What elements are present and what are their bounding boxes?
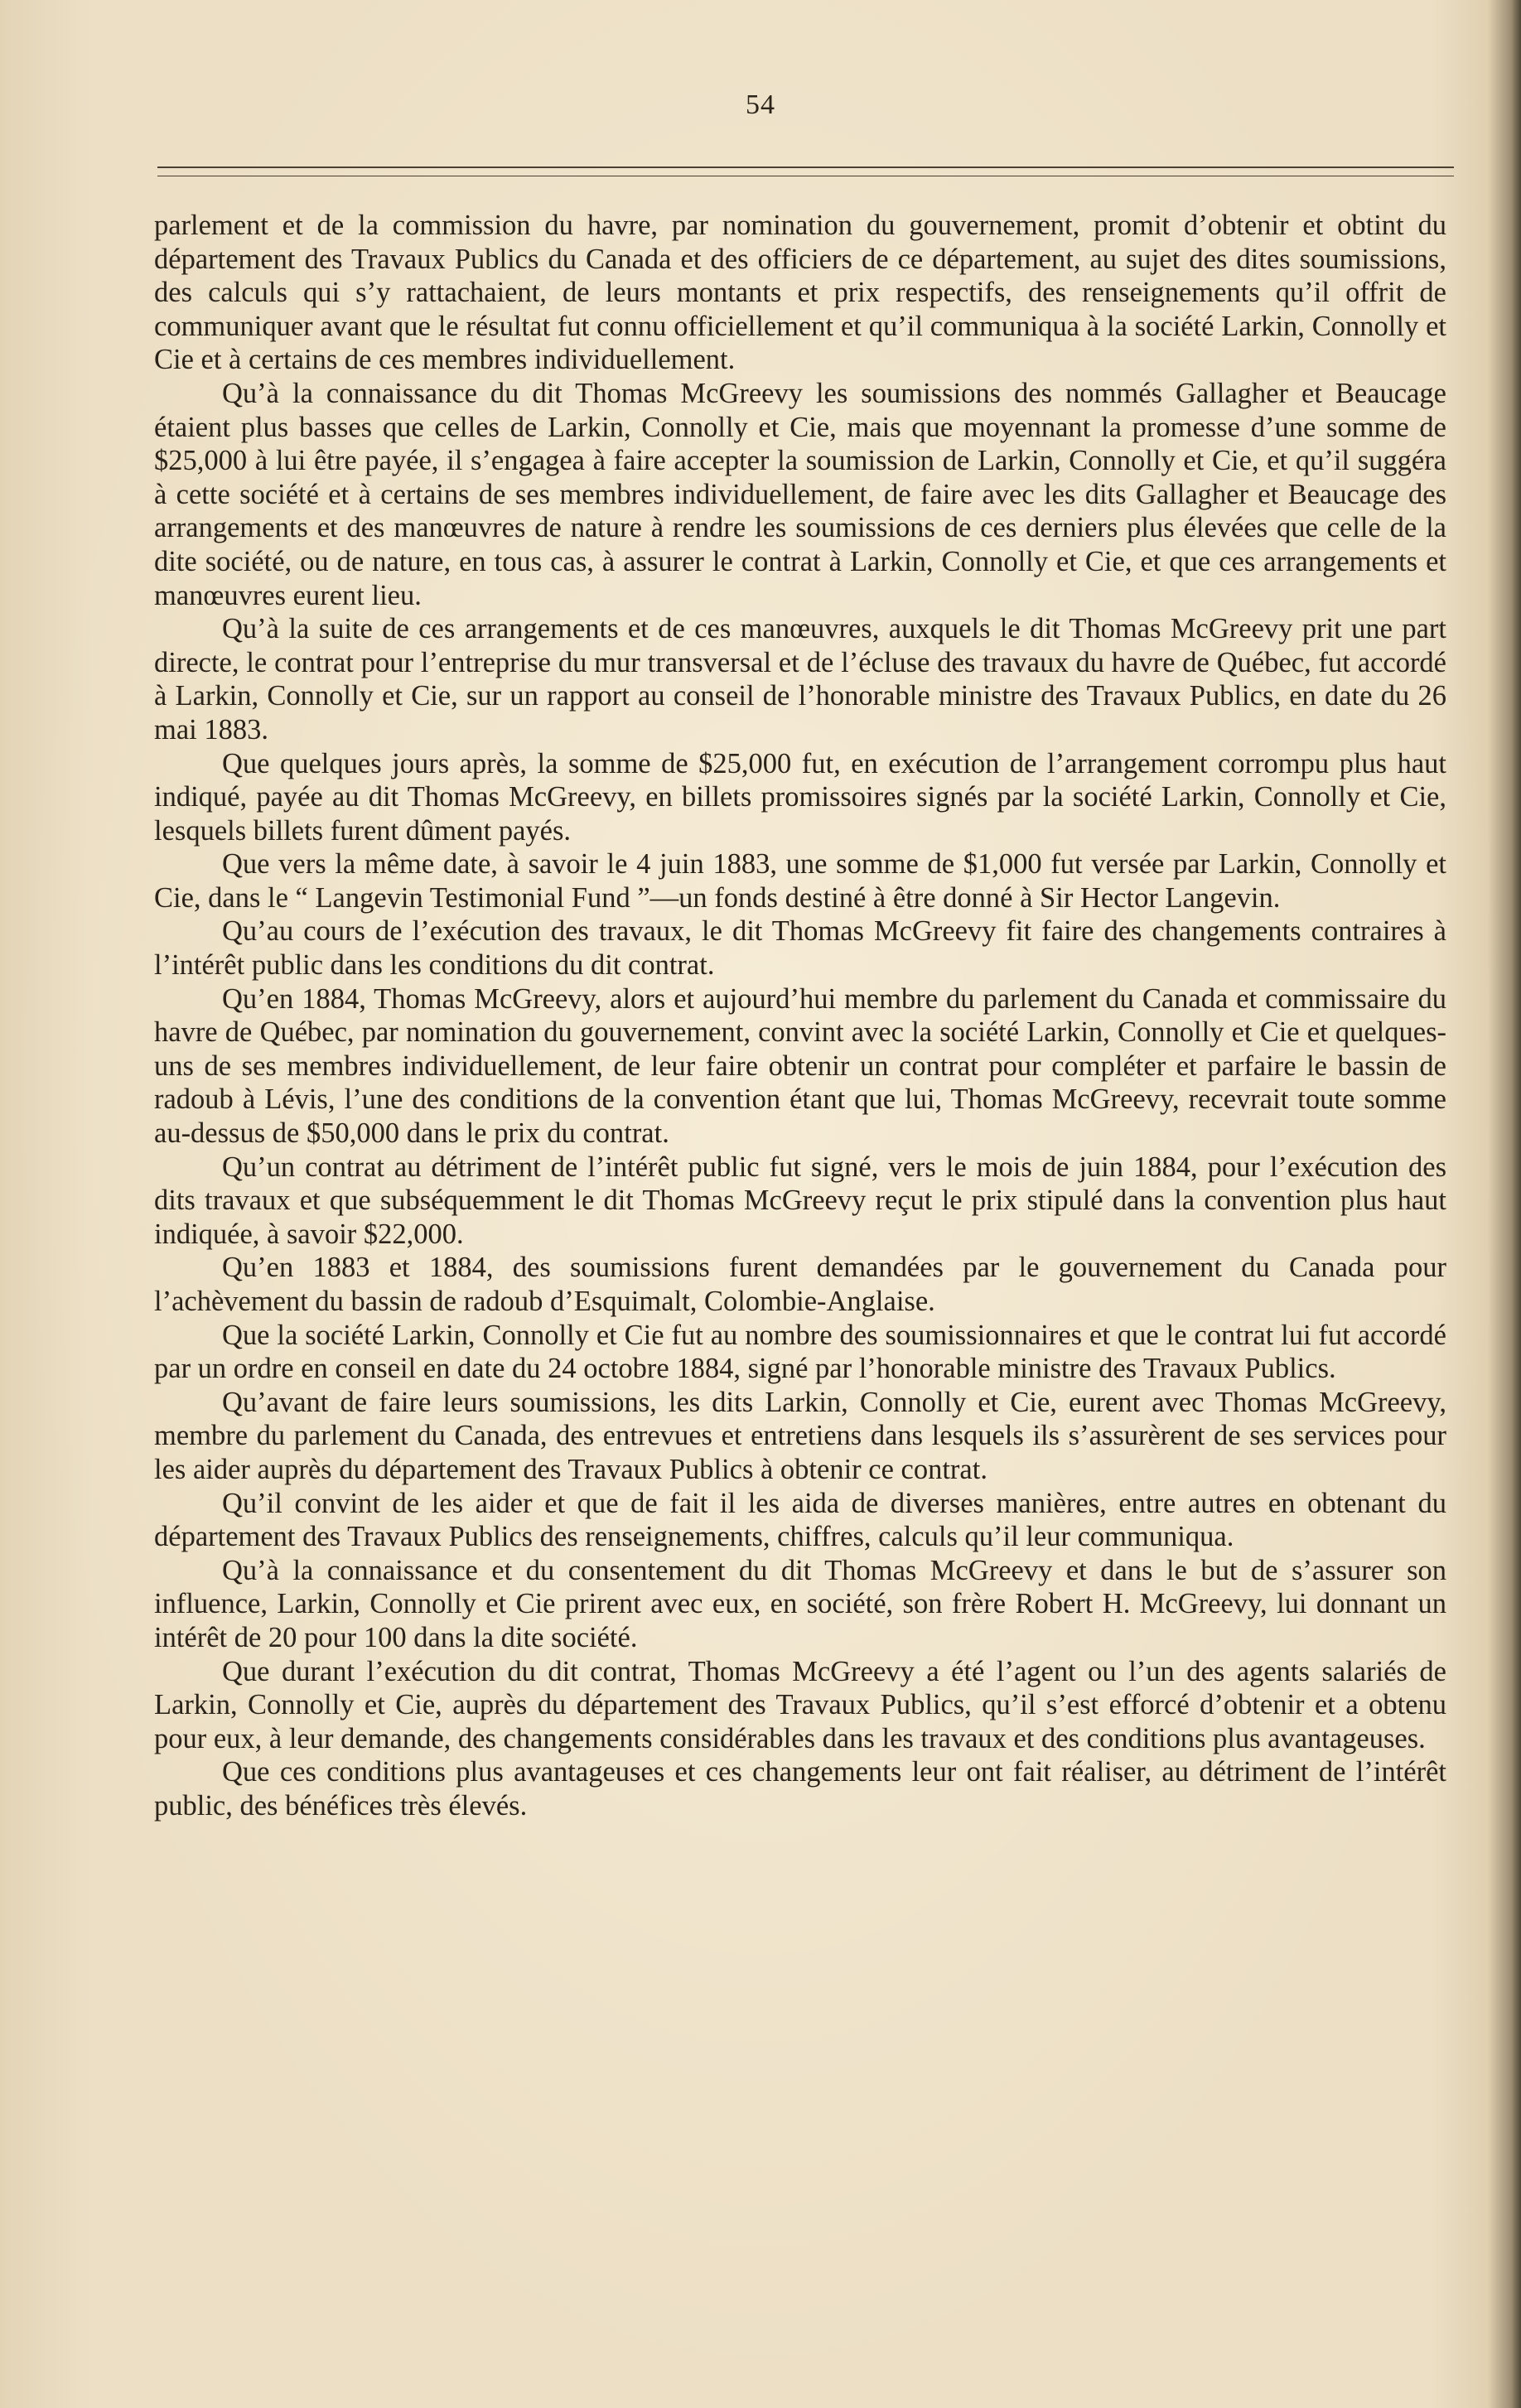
paragraph: Que quelques jours après, la somme de $25,000 fut, en exécution de l’arrangement corrompu plus haut indiqué, payée au dit Thomas McGreevy, en billets promissoires signés par la société Larkin, Connolly et Cie, lesquels billets furent dûment payés. [154,747,1446,847]
paragraph: Qu’avant de faire leurs soumissions, les dits Larkin, Connolly et Cie, eurent avec Thomas McGreevy, membre du parlement du Canada, des entrevues et entretiens dans lesquels ils s’assurèrent de ses services pour les aider auprès du département des Travaux Publics à obtenir ce contrat. [154,1386,1446,1485]
paragraph: Qu’à la suite de ces arrangements et de ces manœuvres, auxquels le dit Thomas McGreevy prit une part directe, le contrat pour l’entreprise du mur transversal et de l’écluse des travaux du havre de Québec, fut accordé à Larkin, Connolly et Cie, sur un rapport au conseil de l’honorable ministre des Travaux Publics, en date du 26 mai 1883. [154,613,1446,746]
paragraph: Qu’à la connaissance du dit Thomas McGreevy les soumissions des nommés Gallagher et Beaucage étaient plus basses que celles de Larkin, Connolly et Cie, mais que moyennant la promesse d’une somme de $25,000 à lui être payée, il s’engagea à faire accepter la soumission de Larkin, Connolly et Cie, et qu’il suggéra à cette société et à certains de ses membres individuellement, de faire avec les dits Gallagher et Beaucage des arrangements et des manœuvres de nature à rendre les soumissions de ces derniers plus élevées que celle de la dite société, ou de nature, en tous cas, à assurer le contrat à Larkin, Connolly et Cie, et que ces arrangements et manœuvres eurent lieu. [154,377,1446,611]
binding-shadow [1488,0,1521,2408]
page-number: 54 [746,89,775,120]
paragraph: Que ces conditions plus avantageuses et ces changements leur ont fait réaliser, au détriment de l’intérêt public, des bénéfices très élevés. [154,1756,1446,1822]
header-rule-top [157,166,1454,168]
paragraph: Qu’en 1883 et 1884, des soumissions furent demandées par le gouvernement du Canada pour l’achèvement du bassin de radoub d’Esquimalt, Colombie-Anglaise. [154,1252,1446,1317]
paragraph-continued: parlement et de la commission du havre, par nomination du gouvernement, promit d’obtenir et obtint du département des Travaux Publics du Canada et des officiers de ce département, au sujet des dites soumissions, des calculs qui s’y rattachaient, de leurs montants et prix respectifs, des renseignements qu’il offrit de communiquer avant que le résultat fut connu officiellement et qu’il communiqua à la société Larkin, Connolly et Cie et à certains de ces membres individuellement. [154,210,1446,376]
body-text [154,209,1446,1823]
paragraph: Qu’il convint de les aider et que de fait il les aida de diverses manières, entre autres en obtenant du département des Travaux Publics des renseignements, chiffres, calculs qu’il leur communiqua. [154,1487,1446,1553]
paragraph: Qu’un contrat au détriment de l’intérêt public fut signé, vers le mois de juin 1884, pour l’exécution des dits travaux et que subséquemment le dit Thomas McGreevy reçut le prix stipulé dans la convention plus haut indiquée, à savoir $22,000. [154,1151,1446,1250]
paragraph: Que vers la même date, à savoir le 4 juin 1883, une somme de $1,000 fut versée par Larkin, Connolly et Cie, dans le “ Langevin Testimonial Fund ”—un fonds destiné à être donné à Sir Hector Langevin. [154,848,1446,914]
paragraph: Que la société Larkin, Connolly et Cie fut au nombre des soumissionnaires et que le contrat lui fut accordé par un ordre en conseil en date du 24 octobre 1884, signé par l’honorable ministre des Travaux Publics. [154,1319,1446,1385]
paragraph: Qu’en 1884, Thomas McGreevy, alors et aujourd’hui membre du parlement du Canada et commissaire du havre de Québec, par nomination du gouvernement, convint avec la société Larkin, Connolly et Cie et quelques-uns de ses membres individuellement, de leur faire obtenir un contrat pour compléter et parfaire le bassin de radoub à Lévis, l’une des conditions de la convention étant que lui, Thomas McGreevy, recevrait toute somme au-dessus de $50,000 dans le prix du contrat. [154,982,1446,1150]
paragraph: Que durant l’exécution du dit contrat, Thomas McGreevy a été l’agent ou l’un des agents salariés de Larkin, Connolly et Cie, auprès du département des Travaux Publics, qu’il s’est efforcé d’obtenir et a obtenu pour eux, à leur demande, des changements considérables dans les travaux et des conditions plus avantageuses. [154,1655,1446,1754]
paragraph: Qu’à la connaissance et du consentement du dit Thomas McGreevy et dans le but de s’assurer son influence, Larkin, Connolly et Cie prirent avec eux, en société, son frère Robert H. McGreevy, lui donnant un intérêt de 20 pour 100 dans la dite société. [154,1554,1446,1653]
paragraph: Qu’au cours de l’exécution des travaux, le dit Thomas McGreevy fit faire des changements contraires à l’intérêt public dans les conditions du dit contrat. [154,915,1446,982]
